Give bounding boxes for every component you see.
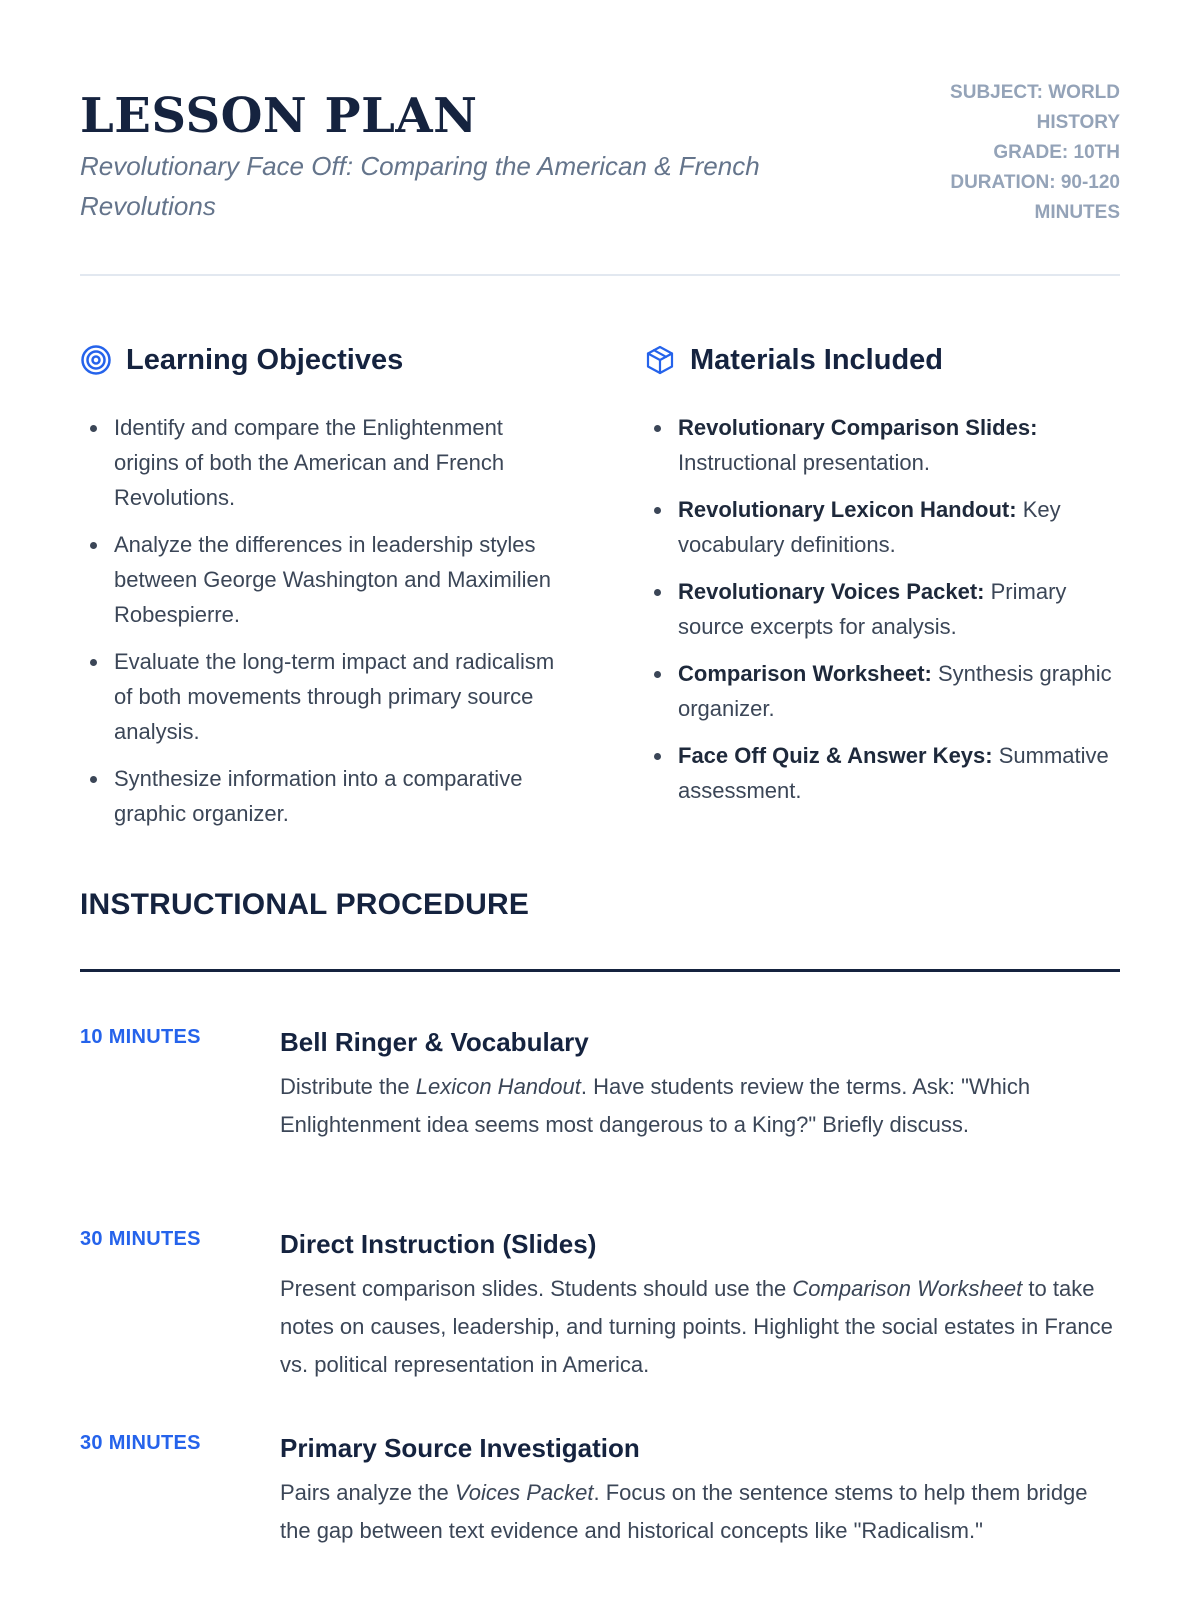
material-name: Revolutionary Voices Packet: <box>678 579 985 604</box>
step-text-emphasis: Voices Packet <box>454 1480 594 1505</box>
material-desc: Summative assessment. <box>678 743 1109 803</box>
header <box>80 0 1120 276</box>
step-text <box>280 1068 1120 1144</box>
step-text-part: Distribute the <box>280 1074 416 1099</box>
step-title: Direct Instruction (Slides) <box>280 1229 597 1259</box>
step-text-part: Pairs analyze the <box>280 1480 455 1505</box>
page-subtitle: Revolutionary Face Off: Comparing the American & French Revolutions <box>80 151 760 221</box>
overview-columns <box>80 276 1120 876</box>
objectives-title: Learning Objectives <box>126 343 404 376</box>
materials-header <box>644 340 1120 380</box>
material-name: Face Off Quiz & Answer Keys: <box>678 743 993 768</box>
procedure-title: INSTRUCTIONAL PROCEDURE <box>80 888 530 921</box>
step-body <box>280 1226 1120 1384</box>
target-icon <box>80 344 112 376</box>
material-name: Revolutionary Comparison Slides: <box>678 415 1038 440</box>
lesson-meta <box>910 78 1120 228</box>
materials-section <box>644 340 1120 820</box>
meta-duration: DURATION: 90-120 MINUTES <box>950 172 1120 223</box>
step-text-part: Present comparison slides. Students should use the <box>280 1276 793 1301</box>
step-duration: 10 MINUTES <box>80 1026 201 1048</box>
material-desc: Key vocabulary definitions. <box>678 497 1061 557</box>
meta-subject: SUBJECT: WORLD HISTORY <box>950 82 1120 133</box>
step-body <box>280 1430 1120 1550</box>
box-icon <box>644 344 676 376</box>
material-desc: Synthesis graphic organizer. <box>678 661 1112 721</box>
step-text-part: . Focus on the sentence stems to help them bridge the gap between text evidence and historical concepts like "Radicalism." <box>280 1480 1088 1543</box>
step-text-part: . Have students review the terms. Ask: "Which Enlightenment idea seems most dangerous to a King?" Briefly discuss. <box>280 1074 1031 1137</box>
step-text <box>280 1474 1120 1550</box>
list-item <box>644 410 1120 480</box>
step-title: Primary Source Investigation <box>280 1433 640 1463</box>
step-title: Bell Ringer & Vocabulary <box>280 1027 589 1057</box>
materials-title: Materials Included <box>690 343 944 376</box>
step-text-part: to take notes on causes, leadership, and turning points. Highlight the social estates in France vs. political representation in America. <box>280 1276 1113 1377</box>
meta-grade: GRADE: 10TH <box>993 142 1120 163</box>
list-item <box>644 492 1120 562</box>
objectives-section <box>80 340 570 843</box>
material-name: Comparison Worksheet: <box>678 661 932 686</box>
list-item: Identify and compare the Enlightenment origins of both the American and French Revolutions. <box>80 410 570 515</box>
objectives-list <box>80 410 570 831</box>
list-item: Synthesize information into a comparative graphic organizer. <box>80 761 570 831</box>
material-desc: Primary source excerpts for analysis. <box>678 579 1067 639</box>
procedure-divider <box>80 969 1120 972</box>
step-text <box>280 1270 1120 1384</box>
step-duration: 30 MINUTES <box>80 1228 201 1250</box>
material-desc: Instructional presentation. <box>678 450 930 475</box>
step-text-emphasis: Lexicon Handout <box>415 1074 581 1099</box>
list-item <box>644 656 1120 726</box>
page-title: LESSON PLAN <box>80 88 478 144</box>
step-body <box>280 1024 1120 1144</box>
step-text-emphasis: Comparison Worksheet <box>792 1276 1023 1301</box>
list-item: Analyze the differences in leadership styles between George Washington and Maximilien Robespierre. <box>80 527 570 632</box>
material-name: Revolutionary Lexicon Handout: <box>678 497 1017 522</box>
objectives-header <box>80 340 570 380</box>
materials-list <box>644 410 1120 808</box>
list-item <box>644 574 1120 644</box>
list-item <box>644 738 1120 808</box>
list-item: Evaluate the long-term impact and radicalism of both movements through primary source analysis. <box>80 644 570 749</box>
step-duration: 30 MINUTES <box>80 1432 201 1454</box>
